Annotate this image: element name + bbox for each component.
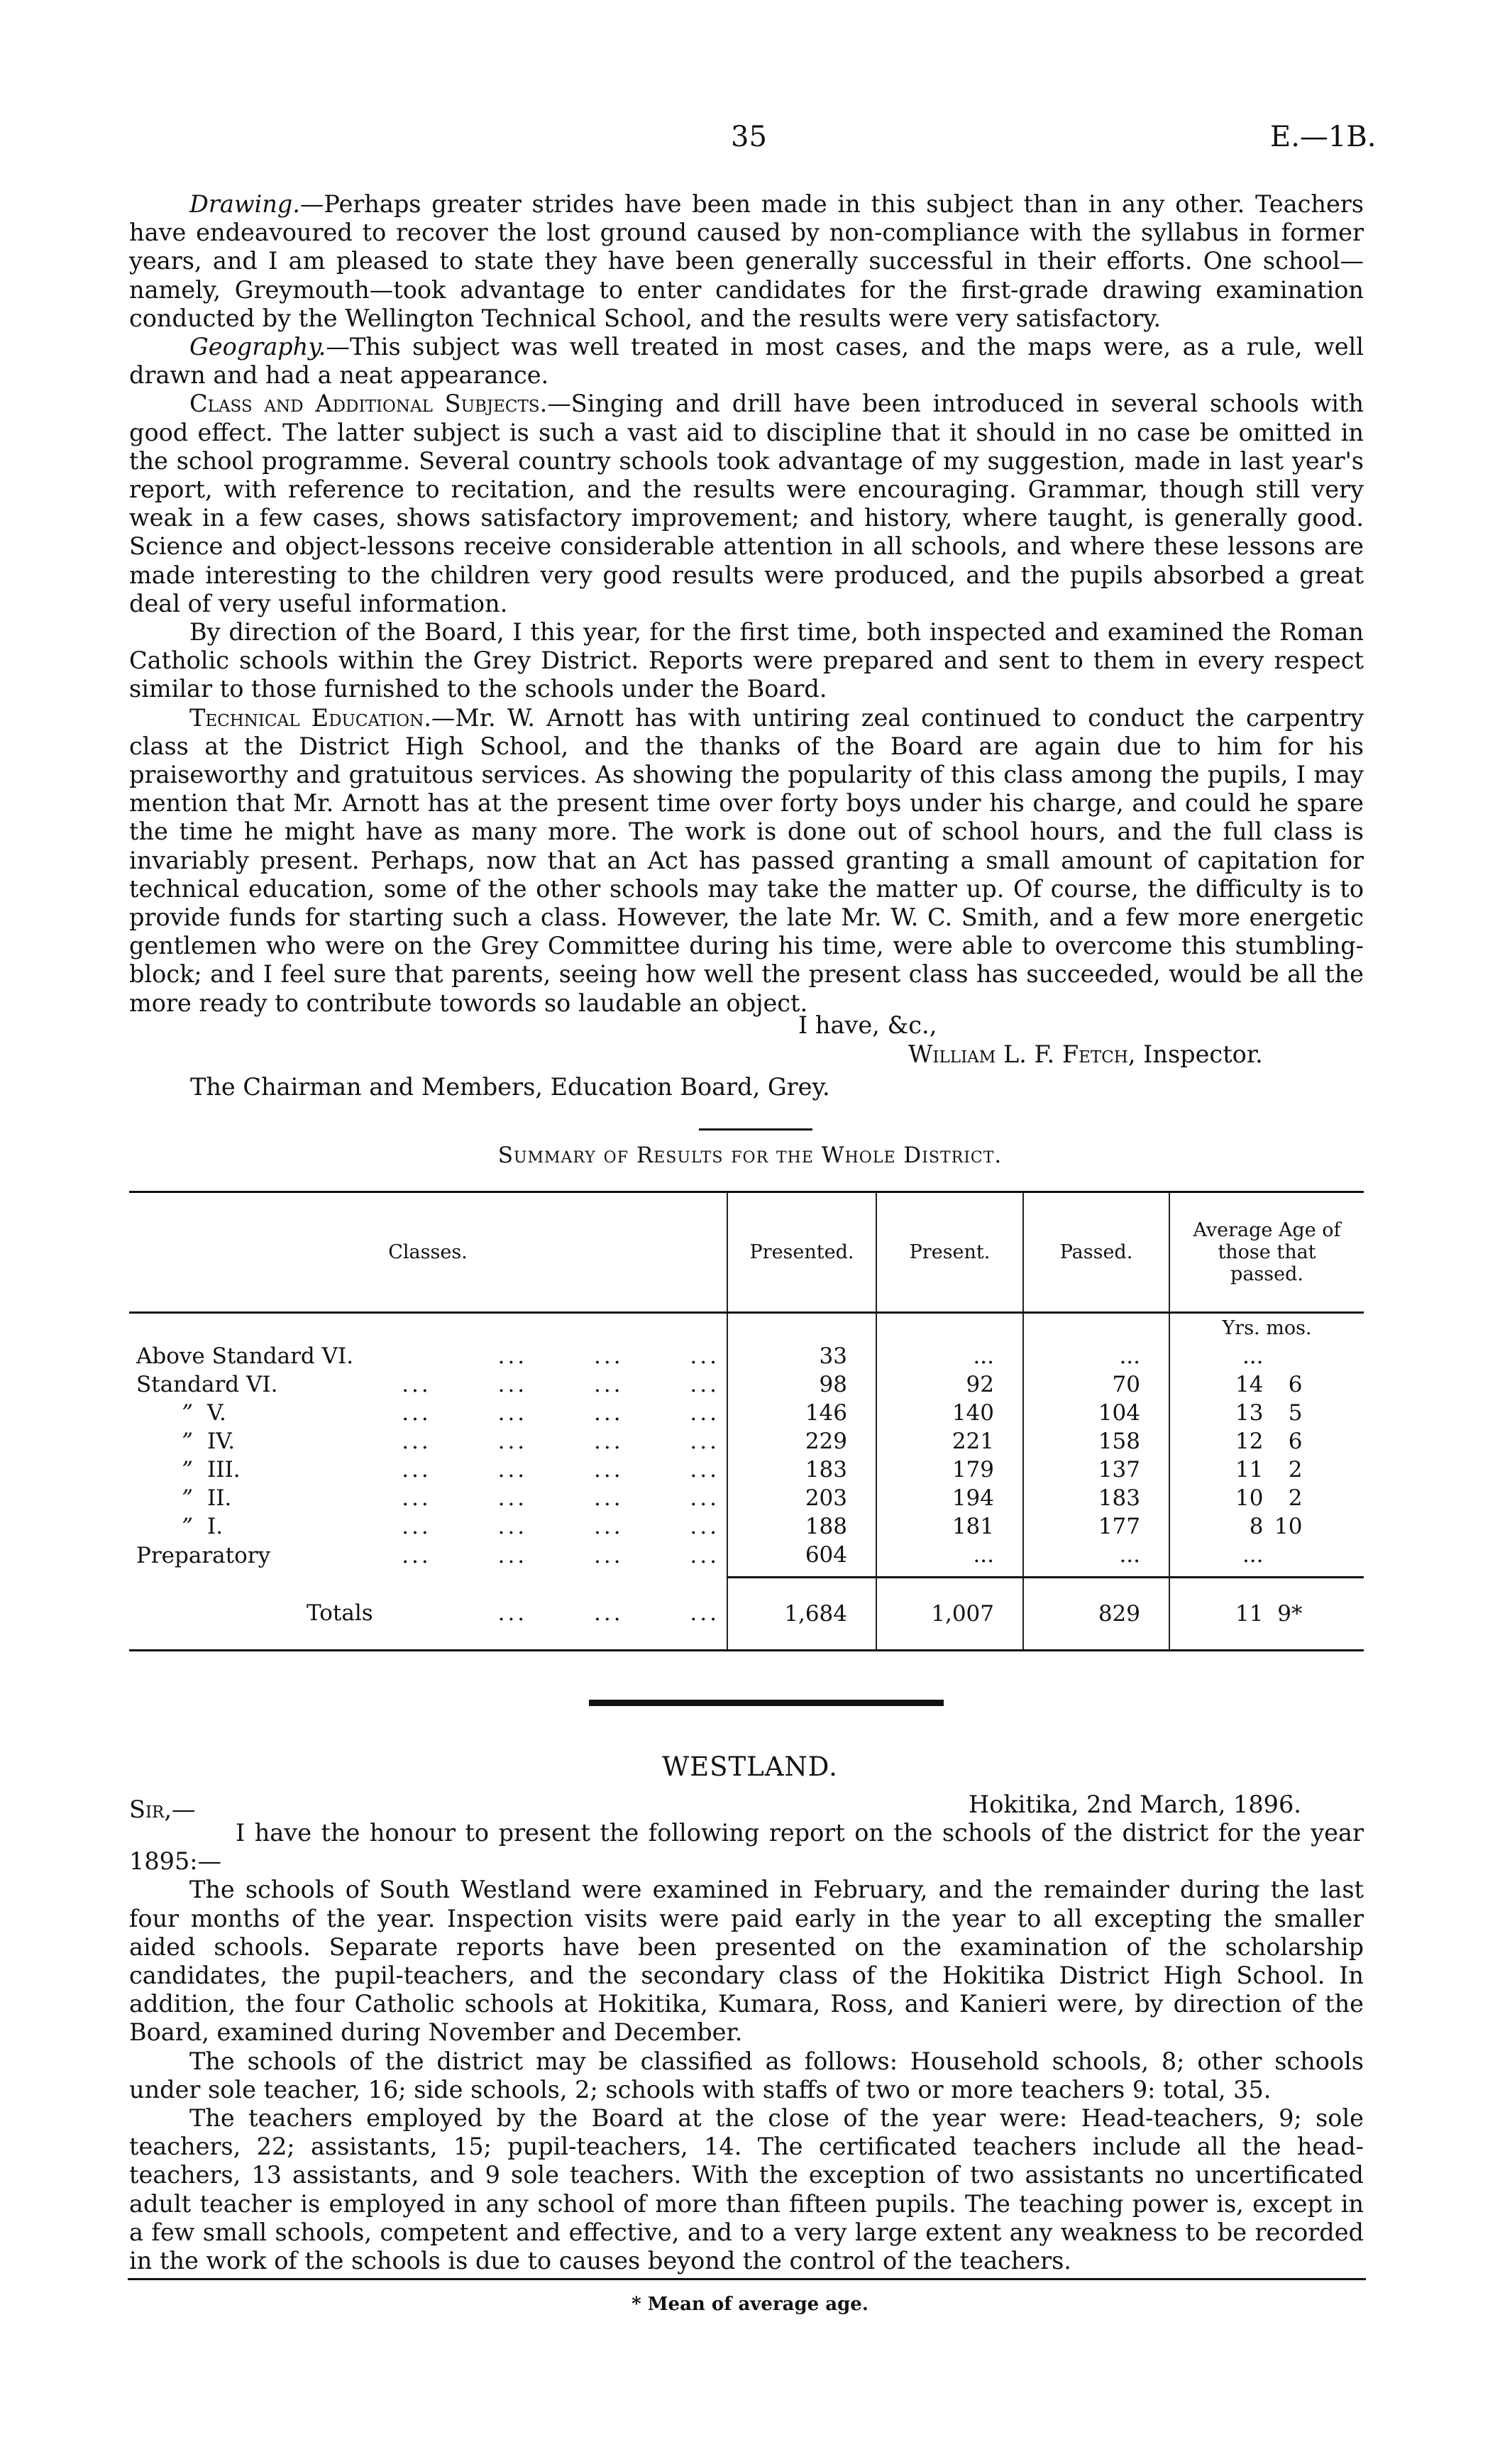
passed-value: ... [1023,1541,1169,1578]
present-total: 1,007 [876,1578,1023,1651]
rule [129,1651,1364,1654]
ditto-mark: ” [182,1485,193,1511]
leader-dots: ... ... ... ... [402,1429,719,1454]
class-name: III. [207,1457,241,1483]
class-name: IV. [207,1429,236,1454]
row-label [129,1399,727,1427]
row-label [129,1484,727,1512]
class-name: Above Standard VI. [136,1343,354,1369]
presented-value: 33 [727,1342,876,1370]
paragraph-text: —This subject was well treated in most cases, and the maps were, as a rule, well drawn and had a neat appearance. [129,333,1364,390]
row-label [129,1541,727,1578]
signature [908,1040,1263,1068]
age-months: 10 [1274,1514,1303,1539]
age-months: 6 [1288,1372,1303,1397]
paragraph-teachers: The teachers employed by the Board at the close of the year were: Head-teachers, 9; sole teachers, 22; assistants, 15; pupil-teachers, 14. The certificated teachers include all the head-teachers, 13 assistants, and 9 sole teachers. With the exception of two assistants no uncertificated adult teacher is employed in any school of more than fifteen pupils. The teaching power is, except in a few small schools, competent and effective, and to a very large extent any weakness to be recorded in the work of the schools is due to causes beyond the control of the teachers. [129,2104,1364,2275]
section-divider [699,1128,812,1131]
average-age-value [1169,1541,1364,1578]
age-years: 10 [1235,1485,1264,1511]
place-date: Hokitika, 2nd March, 1896. [969,1791,1301,1818]
paragraph-examinations: The schools of South Westland were examined in February, and the remainder during the last four months of the year. Inspection visits were paid early in the year to all excepting the smaller aided schools. Separate reports have been presented on the examination of the scholarship candidates, the pupil-teachers, and the secondary class of the Hokitika District High School. In addition, the four Catholic schools at Hokitika, Kumara, Ross, and Kanieri were, by direction of the Board, examined during November and December. [129,1876,1364,2047]
table-row [129,1399,1364,1427]
westland-heading: WESTLAND. [662,1751,838,1782]
paragraph-drawing [129,190,1364,333]
table-header-row [129,1192,1364,1313]
leader-dots: ... ... ... ... [402,1542,719,1568]
units-label: Yrs. mos. [1169,1313,1364,1343]
paragraph-lead: Technical Education. [189,703,431,732]
passed-value: ... [1023,1342,1169,1370]
summary-table [129,1191,1364,1653]
totals-label [129,1578,727,1651]
ditto-mark: ” [182,1457,193,1483]
class-name: V. [207,1400,226,1426]
leader-dots: ... ... ... [497,1600,719,1627]
presented-value: 183 [727,1456,876,1484]
present-value: ... [876,1541,1023,1578]
average-age-value [1169,1399,1364,1427]
leader-dots: ... ... ... [497,1343,719,1369]
average-age-value [1169,1342,1364,1370]
present-value: 92 [876,1370,1023,1399]
page-number: 35 [731,121,767,153]
passed-value: 158 [1023,1427,1169,1456]
passed-value: 177 [1023,1512,1169,1541]
age-years: 11 [1235,1601,1264,1627]
ditto-mark: ” [182,1429,193,1454]
column-header-present: Present. [876,1192,1023,1313]
presented-value: 229 [727,1427,876,1456]
class-name: Preparatory [136,1542,271,1568]
table-row [129,1484,1364,1512]
paragraph-text: By direction of the Board, I this year, for the first time, both inspected and examined the Roman Catholic schools within the Grey District. Reports were prepared and sent to them in every respect similar to those furnished to the schools under the Board. [129,618,1364,703]
intro-paragraph: I have the honour to present the following report on the schools of the district for the year 1895:— [129,1819,1364,1876]
leader-dots: ... ... ... ... [402,1485,719,1511]
table-row [129,1427,1364,1456]
paragraph-text: —Perhaps greater strides have been made in this subject than in any other. Teachers have endeavoured to recover the lost ground caused by non-compliance with the syllabus in former years, and I am pleased to state they have been generally successful in their efforts. One school—namely, Greymouth—took advantage to enter candidates for the first-grade drawing examination conducted by the Wellington Technical School, and the results were very satisfactory. [129,190,1364,332]
units-row [129,1313,1364,1343]
table-bottom-rule [129,1651,1364,1654]
row-label [129,1342,727,1370]
present-value: 179 [876,1456,1023,1484]
paragraph-text: —Mr. W. Arnott has with untiring zeal continued to conduct the carpentry class at the District High School, and the thanks of the Board are again due to him for his praiseworthy and gratuitous services. As showing the popularity of this class among the pupils, I may mention that Mr. Arnott has at the present time over forty boys under his charge, and could he spare the time he might have as many more. The work is done out of school hours, and the full class is invariably present. Perhaps, now that an Act has passed granting a small amount of capitation for technical education, some of the other schools may take the matter up. Of course, the difficulty is to provide funds for starting such a class. However, the late Mr. W. C. Smith, and a few more energetic gentlemen who were on the Grey Committee during his time, were able to overcome this stumbling-block; and I feel sure that parents, seeing how well the present class has succeeded, would be all the more ready to contribute towords so laudable an object. [129,703,1364,1017]
average-age-value [1169,1427,1364,1456]
age-years: ... [1242,1343,1264,1369]
salutation: Sir,— [129,1795,196,1823]
passed-value: 70 [1023,1370,1169,1399]
age-months: 6 [1288,1429,1303,1454]
presented-value: 98 [727,1370,876,1399]
leader-dots: ... ... ... ... [402,1400,719,1426]
average-age-value [1169,1370,1364,1399]
presented-value: 604 [727,1541,876,1578]
table-row [129,1541,1364,1578]
age-years: 11 [1235,1457,1264,1483]
paragraph-lead: Geography. [189,333,326,361]
column-header-classes: Classes. [129,1192,727,1313]
age-years: ... [1242,1542,1264,1568]
row-label [129,1427,727,1456]
column-header-presented: Presented. [727,1192,876,1313]
class-name: II. [207,1485,232,1511]
average-age-value [1169,1512,1364,1541]
passed-value: 137 [1023,1456,1169,1484]
paragraph-classification: The schools of the district may be classified as follows: Household schools, 8; other schools under sole teacher, 16; side schools, 2; schools with staffs of two or more teachers 9: total, 35. [129,2047,1364,2103]
section-divider-thick [589,1700,944,1706]
passed-value: 104 [1023,1399,1169,1427]
totals-text: Totals [307,1600,373,1627]
class-name: Standard VI. [136,1372,278,1397]
age-years: 13 [1235,1400,1264,1426]
footnote-rule [128,2278,1366,2280]
row-label [129,1370,727,1399]
present-value: 181 [876,1512,1023,1541]
paragraph-technical-education [129,704,1364,1018]
present-value: 194 [876,1484,1023,1512]
row-label [129,1512,727,1541]
paragraph-lead: Class and Additional Subjects. [189,390,548,418]
age-months: 2 [1288,1457,1303,1483]
present-value: 221 [876,1427,1023,1456]
present-value: 140 [876,1399,1023,1427]
grey-report-body [129,190,1364,1018]
presented-value: 203 [727,1484,876,1512]
presented-value: 188 [727,1512,876,1541]
paragraph-class-subjects [129,390,1364,618]
passed-value: 183 [1023,1484,1169,1512]
passed-total: 829 [1023,1578,1169,1651]
table-row [129,1370,1364,1399]
present-value: ... [876,1342,1023,1370]
average-age-value [1169,1484,1364,1512]
class-name: I. [207,1514,224,1539]
average-age-value [1169,1456,1364,1484]
table-title: Summary of Results for the Whole District. [497,1143,1003,1168]
age-years: 12 [1235,1429,1264,1454]
leader-dots: ... ... ... ... [402,1372,719,1397]
document-reference: E.—1B. [1270,121,1377,153]
paragraph-lead: Drawing. [189,190,300,218]
totals-row [129,1578,1364,1651]
table-row [129,1342,1364,1370]
age-months: 5 [1288,1400,1303,1426]
addressee: The Chairman and Members, Education Board, Grey. [190,1073,830,1101]
column-header-passed: Passed. [1023,1192,1169,1313]
age-months: 2 [1288,1485,1303,1511]
age-years: 14 [1235,1372,1264,1397]
paragraph-text: —Singing and drill have been introduced in several schools with good effect. The latter subject is such a vast aid to discipline that it should in no case be omitted in the school programme. Several country schools took advantage of my suggestion, made in last year's report, with reference to recitation, and the results were encouraging. Grammar, though still very weak in a few cases, shows satisfactory improvement; and history, where taught, is generally good. Science and object-lessons receive considerable attention in all schools, and where these lessons are made interesting to the children very good results were produced, and the pupils absorbed a great deal of very useful information. [129,390,1364,617]
average-age-total [1169,1578,1364,1651]
ditto-mark: ” [182,1514,193,1539]
ditto-mark: ” [182,1400,193,1426]
closing: I have, &c., [798,1011,937,1039]
signature-title: , Inspector. [1127,1040,1263,1068]
presented-total: 1,684 [727,1578,876,1651]
paragraph-geography [129,333,1364,390]
row-label [129,1456,727,1484]
signature-name: William L. F. Fetch [908,1040,1128,1068]
leader-dots: ... ... ... ... [402,1514,719,1539]
presented-value: 146 [727,1399,876,1427]
age-years: 8 [1249,1514,1264,1539]
westland-report-body [129,1819,1364,2275]
leader-dots: ... ... ... ... [402,1457,719,1483]
paragraph-catholic-schools [129,618,1364,704]
footnote: * Mean of average age. [632,2294,868,2315]
age-months: 9* [1277,1601,1303,1627]
column-header-average-age: Average Age of those that passed. [1169,1192,1364,1313]
table-row [129,1512,1364,1541]
table-row [129,1456,1364,1484]
